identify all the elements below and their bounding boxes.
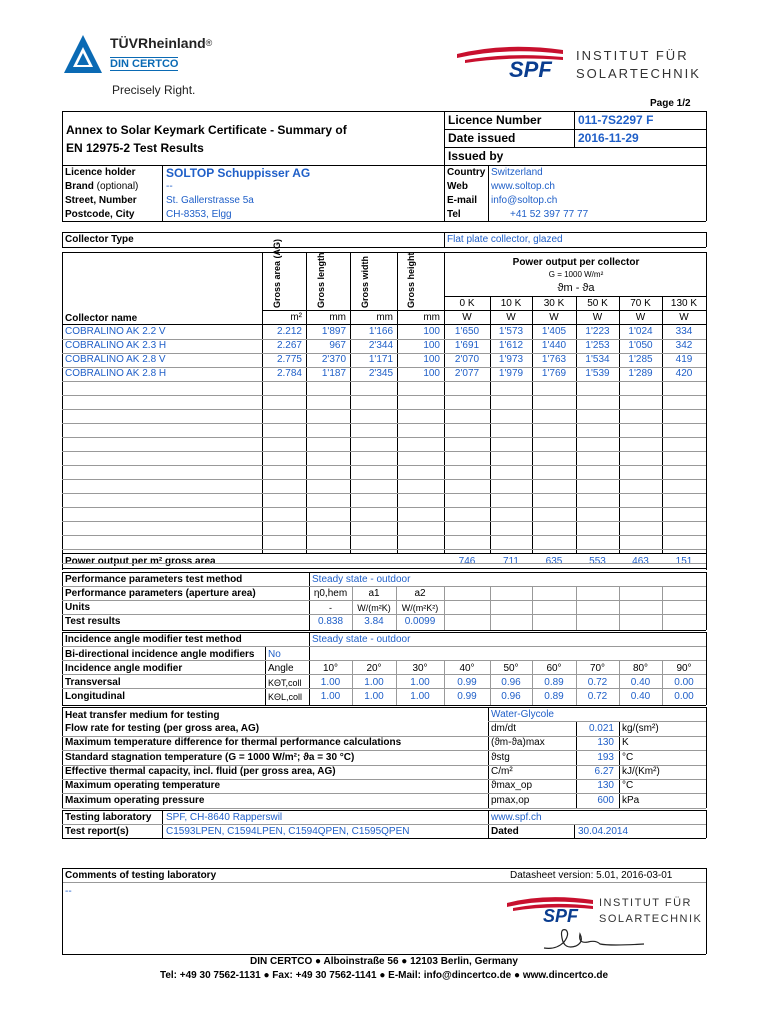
grid-line — [444, 660, 445, 705]
power-title: Power output per collector — [512, 257, 640, 268]
longitudinal-value: 1.00 — [410, 691, 430, 702]
col-gross-length: Gross length — [316, 252, 326, 308]
transversal-value: 1.00 — [320, 677, 341, 688]
delta-temp-header: ϑm - ϑa — [557, 282, 595, 294]
page-title-line1: Annex to Solar Keymark Certificate - Summary of — [66, 123, 347, 137]
grid-line — [62, 882, 706, 883]
angle-2: 30° — [412, 663, 428, 674]
collector-name: COBRALINO AK 2.8 V — [65, 354, 166, 365]
power-per-m2-value: 746 — [458, 556, 476, 567]
grid-line — [62, 252, 63, 570]
temp-header-5: 130 K — [670, 298, 698, 309]
page-number: Page 1/2 — [650, 98, 691, 109]
grid-line — [62, 465, 706, 466]
dim-value: 2'344 — [368, 340, 393, 351]
grid-line — [619, 586, 620, 630]
footer-contact: Tel: +49 30 7562-1131 ● Fax: +49 30 7562-1141 ● E-Mail: info@dincertco.de ● www.dincertco.de — [159, 970, 609, 981]
grid-line — [62, 479, 706, 480]
grid-line — [62, 808, 706, 809]
power-value: 342 — [675, 340, 693, 351]
grid-line — [574, 824, 575, 838]
din-certco-brand: DIN CERTCO — [110, 58, 179, 70]
angle-label: Angle — [268, 663, 294, 674]
transversal-symbol: KΘT,coll — [268, 678, 302, 688]
power-value: 1'253 — [585, 340, 610, 351]
grid-line — [352, 586, 353, 630]
licence-holder-label: Licence holder — [65, 167, 136, 178]
perf-results-label: Test results — [65, 616, 121, 627]
temp-header-4: 70 K — [630, 298, 651, 309]
grid-line — [62, 707, 706, 708]
power-value: 1'539 — [585, 368, 610, 379]
grid-line — [62, 793, 706, 794]
grid-line — [662, 660, 663, 705]
grid-line — [62, 572, 63, 630]
dim-value: 2'370 — [321, 354, 346, 365]
transversal-value: 0.99 — [457, 677, 477, 688]
grid-line — [62, 632, 63, 705]
thermal-value: 0.021 — [588, 723, 614, 734]
grid-line — [396, 660, 397, 705]
grid-line — [444, 586, 445, 630]
brand-value: -- — [166, 181, 173, 192]
thermal-unit: kg/(sm²) — [622, 723, 659, 734]
tuv-logo — [62, 33, 104, 77]
iam-label: Incidence angle modifier — [65, 663, 183, 674]
thermal-symbol: C/m² — [491, 765, 513, 777]
date-issued: 2016-11-29 — [578, 131, 639, 145]
grid-line — [532, 296, 533, 554]
grid-line — [576, 660, 577, 705]
thermal-label: Standard stagnation temperature (G = 1000 W/m²; ϑa = 30 °C) — [65, 751, 355, 763]
transversal-value: 0.00 — [674, 677, 694, 688]
thermal-unit: °C — [622, 751, 634, 763]
power-value: 1'979 — [498, 368, 524, 379]
longitudinal-value: 1.00 — [364, 691, 384, 702]
grid-line — [62, 674, 706, 675]
thermal-value: 130 — [597, 780, 614, 792]
dim-value: 1'187 — [321, 368, 346, 379]
issued-by-label: Issued by — [448, 149, 504, 163]
grid-line — [62, 409, 706, 410]
power-value: 1'440 — [541, 340, 567, 351]
tel-value: +41 52 397 77 77 — [510, 209, 589, 220]
grid-line — [62, 324, 706, 325]
angle-5: 60° — [546, 663, 562, 674]
web-link[interactable]: www.soltop.ch — [491, 181, 555, 192]
grid-line — [490, 586, 491, 630]
grid-line — [352, 660, 353, 705]
grid-line — [62, 632, 706, 633]
angle-0: 10° — [322, 663, 339, 674]
dim-value: 1'897 — [321, 326, 346, 337]
country-label: Country — [447, 167, 486, 178]
perf-method: Steady state - outdoor — [312, 574, 411, 585]
grid-line — [396, 586, 397, 630]
grid-line — [706, 572, 707, 630]
col-gross-area: Gross area (AG) — [272, 238, 282, 308]
perf-header-2: a2 — [414, 588, 426, 599]
power-per-m2-value: 711 — [503, 556, 519, 567]
grid-line — [706, 810, 707, 838]
perf-unit-2: W/(m²K²) — [401, 603, 439, 613]
transversal-value: 1.00 — [364, 677, 384, 688]
grid-line — [62, 437, 706, 438]
perf-header-1: a1 — [368, 588, 380, 599]
power-value: 334 — [675, 326, 693, 337]
thermal-symbol: pmax,op — [491, 794, 530, 806]
thermal-unit: kJ/(Km²) — [622, 765, 660, 777]
power-value: 419 — [675, 354, 693, 365]
dim-value: 1'166 — [368, 326, 393, 337]
thermal-symbol: dm/dt — [491, 723, 517, 734]
thermal-symbol: ϑmax_op — [491, 780, 533, 792]
datasheet-version: Datasheet version: 5.01, 2016-03-01 — [510, 870, 673, 881]
perf-units-label: Units — [65, 602, 90, 613]
slogan: Precisely Right. — [112, 83, 196, 97]
longitudinal-value: 0.00 — [674, 691, 694, 702]
grid-line — [309, 632, 310, 705]
grid-line — [490, 296, 491, 554]
grid-line — [62, 252, 706, 253]
collector-name: COBRALINO AK 2.2 V — [65, 326, 166, 337]
thermal-value: 6.27 — [594, 765, 614, 777]
grid-line — [62, 535, 706, 536]
grid-line — [62, 868, 706, 869]
grid-line — [62, 614, 706, 615]
grid-line — [62, 810, 706, 811]
temp-header-1: 10 K — [500, 298, 522, 309]
longitudinal-value: 0.96 — [501, 691, 521, 702]
web-label: Web — [447, 181, 468, 192]
dim-value: 100 — [423, 368, 440, 379]
angle-4: 50° — [503, 663, 519, 674]
grid-line — [262, 252, 263, 554]
power-per-m2-value: 635 — [545, 556, 563, 567]
power-per-m2-label: Power output per m² gross area — [65, 556, 216, 567]
longitudinal-symbol: KΘL,coll — [268, 692, 303, 702]
grid-line — [62, 765, 706, 766]
temp-header-0: 0 K — [459, 298, 475, 309]
col-gross-width: Gross width — [360, 255, 370, 308]
thermal-label: Effective thermal capacity, incl. fluid (per gross area, AG) — [65, 765, 336, 777]
transversal-value: 0.96 — [501, 677, 521, 688]
grid-line — [62, 824, 706, 825]
transversal-value: 1.00 — [410, 677, 430, 688]
thermal-label: Maximum temperature difference for thermal performance calculations — [65, 737, 402, 749]
unit-3: mm — [423, 312, 440, 323]
thermal-symbol: (ϑm-ϑa)max — [491, 737, 545, 749]
street-value: St. Gallerstrasse 5a — [166, 195, 254, 206]
grid-line — [62, 838, 706, 839]
grid-line — [62, 521, 706, 522]
angle-8: 90° — [676, 663, 692, 674]
licence-holder: SOLTOP Schuppisser AG — [166, 166, 311, 180]
thermal-value: 600 — [597, 794, 614, 806]
power-value: 1'763 — [541, 354, 567, 365]
signature — [540, 920, 650, 954]
power-value: 1'534 — [585, 354, 610, 365]
dim-value: 100 — [423, 326, 440, 337]
grid-line — [62, 688, 706, 689]
grid-line — [662, 296, 663, 554]
power-unit-2: W — [549, 312, 559, 323]
power-value: 1'573 — [498, 326, 524, 337]
grid-line — [62, 630, 706, 631]
thermal-label: Maximum operating temperature — [65, 780, 221, 792]
grid-line — [62, 660, 706, 661]
tel-label: Tel — [447, 209, 461, 220]
grid-line — [62, 646, 706, 647]
collector-type-value: Flat plate collector, glazed — [447, 234, 563, 245]
report-label: Test report(s) — [65, 826, 129, 837]
grid-line — [662, 586, 663, 630]
grid-line — [62, 507, 706, 508]
grid-line — [62, 568, 706, 569]
medium-label: Heat transfer medium for testing — [65, 710, 220, 721]
lab-value: SPF, CH-8640 Rapperswil — [166, 812, 283, 823]
power-value: 1'973 — [498, 354, 524, 365]
unit-2: mm — [376, 312, 393, 323]
bidir-label: Bi-directional incidence angle modifiers — [65, 649, 255, 660]
perf-value-0: 0.838 — [317, 616, 344, 627]
longitudinal-label: Longitudinal — [65, 691, 125, 702]
postcode-value: CH-8353, Elgg — [166, 209, 232, 220]
grid-line — [62, 868, 63, 954]
dated-value: 30.04.2014 — [578, 826, 629, 837]
thermal-unit: kPa — [622, 794, 640, 806]
lab-label: Testing laboratory — [65, 812, 152, 823]
power-value: 1'050 — [628, 340, 653, 351]
collector-name: COBRALINO AK 2.8 H — [65, 368, 167, 379]
grid-line — [706, 632, 707, 705]
grid-line — [62, 779, 706, 780]
spf-sig-line2: SOLARTECHNIK — [599, 913, 703, 925]
grid-line — [619, 296, 620, 554]
power-unit-5: W — [679, 312, 689, 323]
spf-logo — [455, 44, 565, 84]
grid-line — [62, 493, 706, 494]
spf-signature-logo-text: SPF — [543, 906, 579, 926]
grid-line — [62, 553, 706, 554]
power-value: 1'612 — [498, 340, 524, 351]
thermal-unit: °C — [622, 780, 634, 792]
lab-web-link[interactable]: www.spf.ch — [491, 812, 542, 823]
grid-line — [62, 549, 706, 550]
power-value: 1'691 — [454, 340, 480, 351]
power-value: 2'077 — [454, 368, 480, 379]
grid-line — [309, 572, 310, 630]
grid-line — [619, 660, 620, 705]
power-value: 420 — [675, 368, 693, 379]
unit-0: m² — [290, 312, 302, 323]
email-label: E-mail — [447, 195, 478, 206]
perf-aperture-label: Performance parameters (aperture area) — [65, 588, 256, 599]
report-value: C1593LPEN, C1594LPEN, C1594QPEN, C1595QPEN — [166, 826, 410, 837]
spf-institute-line1: INSTITUT FÜR — [576, 48, 689, 63]
power-unit-3: W — [592, 312, 603, 323]
country-value: Switzerland — [491, 167, 543, 178]
thermal-label: Maximum operating pressure — [65, 794, 205, 806]
thermal-value: 193 — [597, 751, 614, 763]
grid-line — [62, 563, 706, 564]
grid-line — [706, 252, 707, 570]
grid-line — [62, 600, 706, 601]
power-value: 1'289 — [628, 368, 653, 379]
grid-line — [532, 586, 533, 630]
angle-7: 80° — [632, 663, 649, 674]
grid-line — [62, 381, 706, 382]
power-per-m2-value: 151 — [675, 556, 693, 567]
licence-number: 011-7S2297 F — [578, 113, 654, 127]
thermal-symbol: ϑstg — [491, 751, 510, 763]
power-value: 1'769 — [541, 368, 567, 379]
perf-unit-1: W/(m²K) — [357, 603, 391, 613]
perf-method-label: Performance parameters test method — [65, 574, 243, 585]
perf-unit-0: - — [329, 603, 332, 613]
bidir-value: No — [268, 649, 281, 660]
iam-method: Steady state - outdoor — [312, 634, 411, 645]
perf-value-2: 0.0099 — [404, 616, 436, 627]
street-label: Street, Number — [65, 195, 137, 206]
thermal-unit: K — [622, 737, 629, 749]
power-per-m2-value: 553 — [589, 556, 606, 567]
transversal-value: 0.89 — [544, 677, 564, 688]
transversal-label: Transversal — [65, 677, 121, 688]
angle-1: 20° — [366, 663, 382, 674]
spf-sig-line1: INSTITUT FÜR — [599, 897, 692, 909]
grid-line — [62, 586, 706, 587]
dim-value: 100 — [423, 354, 440, 365]
grid-line — [444, 252, 445, 554]
tuv-brand: TÜVRheinland® — [110, 35, 213, 51]
grid-line — [265, 646, 266, 705]
comments-label: Comments of testing laboratory — [65, 870, 217, 881]
power-unit-1: W — [506, 312, 516, 323]
thermal-value: 130 — [597, 737, 614, 749]
grid-line — [262, 310, 706, 311]
longitudinal-value: 0.89 — [544, 691, 564, 702]
grid-line — [62, 736, 706, 737]
grid-line — [62, 705, 706, 706]
unit-1: mm — [329, 312, 346, 323]
longitudinal-value: 1.00 — [320, 691, 341, 702]
grid-line — [62, 339, 706, 340]
footer-address: DIN CERTCO ● Alboinstraße 56 ● 12103 Berlin, Germany — [250, 956, 518, 967]
email-link[interactable]: info@soltop.ch — [491, 195, 558, 206]
power-unit-0: W — [462, 312, 472, 323]
dim-value: 2.267 — [276, 340, 302, 351]
iam-method-label: Incidence angle modifier test method — [65, 634, 242, 645]
power-value: 2'070 — [454, 354, 480, 365]
dated-label: Dated — [491, 826, 519, 837]
longitudinal-value: 0.99 — [457, 691, 477, 702]
medium-value: Water-Glycole — [491, 709, 554, 720]
power-value: 1'650 — [454, 326, 480, 337]
grid-line — [444, 296, 706, 297]
col-gross-height: Gross height — [406, 252, 416, 308]
grid-line — [62, 451, 706, 452]
brand-label: Brand (optional) — [65, 181, 139, 192]
grid-line — [62, 367, 706, 368]
grid-line — [706, 707, 707, 808]
transversal-value: 0.40 — [630, 677, 651, 688]
dim-value: 2.784 — [276, 368, 302, 379]
collector-type-label: Collector Type — [65, 234, 134, 245]
page-title-line2: EN 12975-2 Test Results — [66, 141, 204, 155]
postcode-label: Postcode, City — [65, 209, 135, 220]
date-issued-label: Date issued — [448, 131, 516, 145]
grid-line — [62, 353, 706, 354]
collector-name-header: Collector name — [65, 313, 138, 324]
power-value: 1'405 — [541, 326, 567, 337]
dim-value: 1'171 — [368, 354, 393, 365]
perf-header-0: η0,hem — [313, 588, 348, 599]
grid-line — [62, 572, 706, 573]
grid-line — [706, 868, 707, 954]
grid-line — [62, 750, 706, 751]
grid-line — [62, 395, 706, 396]
dim-value: 2.212 — [276, 326, 302, 337]
transversal-value: 0.72 — [587, 677, 608, 688]
power-value: 1'285 — [628, 354, 653, 365]
g-note: G = 1000 W/m² — [548, 270, 604, 279]
angle-6: 70° — [589, 663, 606, 674]
power-value: 1'024 — [628, 326, 653, 337]
grid-line — [306, 252, 307, 554]
grid-line — [397, 252, 398, 554]
collector-name: COBRALINO AK 2.3 H — [65, 340, 167, 351]
dim-value: 100 — [423, 340, 440, 351]
temp-header-2: 30 K — [543, 298, 565, 309]
grid-line — [576, 586, 577, 630]
power-value: 1'223 — [585, 326, 610, 337]
power-unit-4: W — [635, 312, 646, 323]
thermal-label: Flow rate for testing (per gross area, AG) — [65, 723, 260, 734]
comments-value: -- — [65, 886, 72, 897]
dim-value: 2.775 — [276, 354, 302, 365]
perf-value-1: 3.84 — [364, 616, 384, 627]
grid-line — [488, 721, 706, 722]
licence-number-label: Licence Number — [448, 113, 542, 127]
angle-3: 40° — [459, 663, 475, 674]
dim-value: 967 — [329, 340, 346, 351]
grid-line — [490, 660, 491, 705]
temp-header-3: 50 K — [587, 298, 608, 309]
dim-value: 2'345 — [368, 368, 393, 379]
grid-line — [576, 296, 577, 554]
spf-institute-line2: SOLARTECHNIK — [576, 66, 701, 81]
power-per-m2-value: 463 — [632, 556, 649, 567]
spf-logo-text: SPF — [509, 57, 552, 82]
grid-line — [62, 423, 706, 424]
grid-line — [350, 252, 351, 554]
longitudinal-value: 0.40 — [630, 691, 651, 702]
grid-line — [532, 660, 533, 705]
longitudinal-value: 0.72 — [587, 691, 608, 702]
